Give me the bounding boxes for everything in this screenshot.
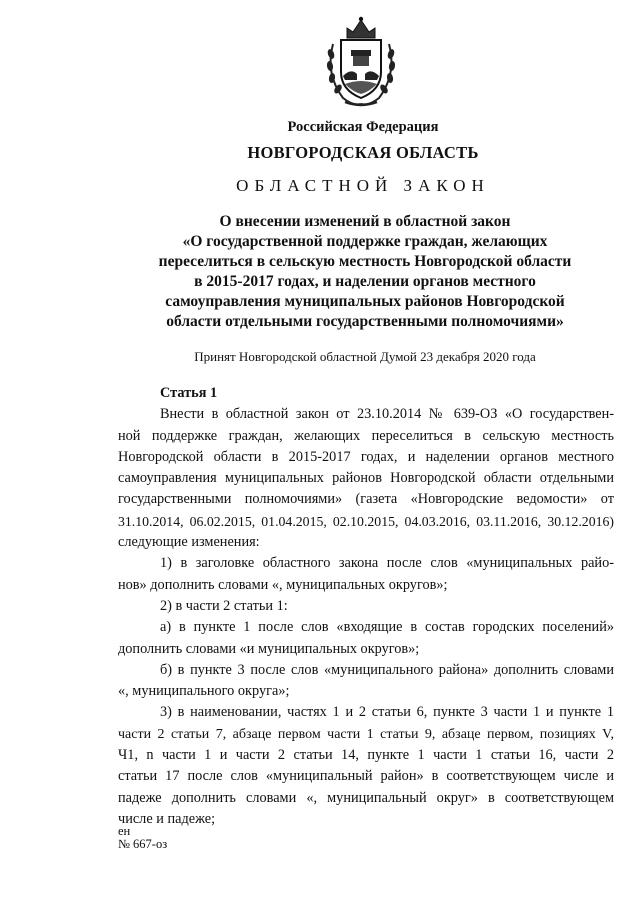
law-type: ОБЛАСТНОЙ ЗАКОН <box>236 176 490 195</box>
body-line: Внести в областной закон от 23.10.2014 № 639-ОЗ «О государствен- <box>160 406 614 423</box>
title-line: «О государственной поддержке граждан, желающих <box>182 233 548 250</box>
body-line: «, муниципального округа»; <box>118 683 290 700</box>
body-line: числе и падеже; <box>118 810 216 827</box>
body-line: Новгородской области в 2015-2017 годах, и наделении органов местного <box>118 448 614 465</box>
body-line: падеже дополнить словами «, муниципальный округ» в соответствующем <box>118 789 614 806</box>
body-line: 1) в заголовке областного закона после слов «муниципальных райо- <box>160 555 614 572</box>
coat-of-arms-icon <box>323 14 399 110</box>
body-line: статьи 17 после слов «муниципальный район» в соответствующем числе и <box>118 768 614 785</box>
title-line: О внесении изменений в областной закон <box>219 213 511 230</box>
body-line: 31.10.2014, 06.02.2015, 01.04.2015, 02.10.2015, 04.03.2016, 03.11.2016, 30.12.2016) <box>118 513 614 529</box>
body-line: а) в пункте 1 после слов «входящие в состав городских поселений» <box>160 619 614 636</box>
body-line: б) в пункте 3 после слов «муниципального района» дополнить словами <box>160 661 614 678</box>
title-line: переселиться в сельскую местность Новгородской области <box>158 253 572 270</box>
body-line: Ч1, n части 1 и части 2 статьи 14, пункте 1 части 1 статьи 16, части 2 <box>118 747 614 764</box>
document-number: № 667-оз <box>118 837 168 851</box>
body-line: части 2 статьи 7, абзаце первом части 1 статьи 9, абзаце первом, позициях V, <box>118 726 614 742</box>
title-line: самоуправления муниципальных районов Новгородской <box>165 293 565 310</box>
author-initials: ен <box>118 824 131 838</box>
body-line: государственными полномочиями» (газета «Новгородские ведомости» от <box>118 491 614 508</box>
article-heading: Статья 1 <box>160 385 218 401</box>
body-line: 3) в наименовании, частях 1 и 2 статьи 6, пункте 3 части 1 и пункте 1 <box>160 704 614 721</box>
region-name: НОВГОРОДСКАЯ ОБЛАСТЬ <box>247 143 479 162</box>
adoption-note: Принят Новгородской областной Думой 23 декабря 2020 года <box>194 349 536 364</box>
article-body <box>118 383 614 830</box>
document-footer <box>118 825 167 851</box>
body-line: ной поддержке граждан, желающих переселиться в сельскую местность <box>118 427 614 444</box>
country-name: Российская Федерация <box>287 119 439 135</box>
body-line: нов» дополнить словами «, муниципальных округов»; <box>118 576 448 593</box>
title-line: в 2015-2017 годах, и наделении органов местного <box>194 273 536 290</box>
law-title <box>120 212 610 332</box>
title-line: области отдельными государственными полномочиями» <box>166 313 564 330</box>
body-line: 2) в части 2 статьи 1: <box>160 597 288 614</box>
body-line: следующие изменения: <box>118 534 260 551</box>
body-line: дополнить словами «и муниципальных округов»; <box>118 640 420 657</box>
body-line: самоуправления муниципальных районов Новгородской области отдельными <box>118 470 614 487</box>
